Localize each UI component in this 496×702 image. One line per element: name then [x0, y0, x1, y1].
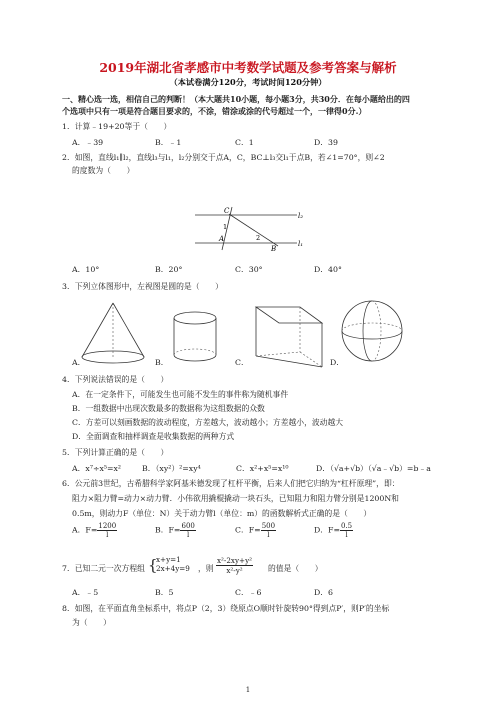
q2-option-b: B．20°: [155, 265, 183, 274]
q5-option-d: D．（√a+√b）（√a﹣√b）=b﹣a: [316, 464, 431, 473]
q2-label-2: 2: [256, 234, 261, 242]
q6-option-c: C．F= $\frac{500}{l}$: [235, 522, 276, 539]
q6-stem-line3: 0.5m，则动力F（单位：N）关于动力臂l（单位：m）的函数解析式正确的是（ ）: [72, 509, 372, 518]
q2-label-c: C: [224, 207, 230, 215]
q2-label-l2: l₂: [298, 212, 304, 220]
q5-stem: 5．下列计算正确的是（ ）: [62, 448, 169, 457]
q4-option-b: B．一组数据中出现次数最多的数据称为这组数据的众数: [72, 404, 265, 413]
q3-option-d: D．: [330, 358, 345, 367]
q1-option-a: A．﹣39: [72, 138, 104, 147]
q2-stem-line2: 的度数为（ ）: [72, 166, 135, 175]
q7-tail: 的值是（ ）: [268, 564, 323, 573]
q4-stem: 4．下列说法错误的是（ ）: [62, 375, 169, 384]
q7-option-a: A．﹣5: [72, 588, 99, 597]
q5-option-c: C．x²+x⁵=x¹⁰: [236, 464, 289, 473]
q7-fraction: $\frac{\text{x²-2xy+y²}}{\text{x²-y²}}$: [217, 556, 253, 575]
q6-stem-line1: 6．公元前3世纪，古希腊科学家阿基米德发现了杠杆平衡，后来人们把它归纳为“杠杆原理”，即：: [62, 479, 400, 488]
q6-option-d: D．F= $\frac{0.5}{l}$: [314, 522, 353, 539]
q7-option-b: B．5: [155, 588, 174, 597]
q2-stem-line1: 2．如图，直线l₁∥l₂，直线l₃与l₁，l₂分别交于点A，C，BC⊥l₃交l₁于点B，若∠1=70°，则∠2: [62, 153, 385, 162]
q2-label-a: A: [219, 235, 225, 243]
page-subtitle: （本试卷满分120分，考试时间120分钟）: [169, 77, 327, 87]
q7-eq1: x+y=1: [156, 555, 181, 564]
q4-option-c: C．方差可以刻画数据的波动程度，方差越大，波动越小；方差越小，波动越大: [72, 418, 344, 427]
q8-stem-line2: 为（ ）: [72, 618, 111, 627]
cone-shape: [82, 303, 144, 363]
q7-mid: ，则: [198, 564, 214, 573]
q7-option-c: C．﹣6: [235, 588, 262, 597]
q7-eq2: 2x+4y=9: [156, 564, 190, 573]
q6-stem-line2: 阻力×阻力臂=动力×动力臂．小伟欲用撬棍撬动一块石头，已知阻力和阻力臂分别是1200N和: [72, 494, 399, 503]
q2-label-l1: l₁: [298, 240, 304, 248]
page-number: 1: [245, 686, 251, 694]
cylinder-shape: [174, 312, 216, 361]
q5-option-b: B．（xy²）²=xy⁴: [142, 464, 201, 473]
q1-option-d: D．39: [314, 138, 338, 147]
q1-stem: 1．计算﹣19+20等于（ ）: [62, 122, 172, 131]
q2-option-d: D．40°: [314, 265, 342, 274]
q7-option-d: D．6: [314, 588, 334, 597]
q2-option-c: C．30°: [235, 265, 263, 274]
q8-stem-line1: 8．如图，在平面直角坐标系中，将点P（2，3）绕原点O顺时针旋转90°得到点P′，则P′的坐标: [62, 604, 390, 613]
q2-option-a: A．10°: [72, 265, 100, 274]
q7-lead: 7．已知二元一次方程组: [62, 564, 145, 573]
q2-label-1: 1: [223, 223, 228, 231]
q3-option-c: C．: [235, 358, 249, 367]
page-title: 2019年湖北省孝感市中考数学试题及参考答案与解析: [99, 60, 397, 75]
prism-shape: [256, 307, 322, 367]
section-instruction-line1: 一、精心选一选，相信自己的判断！（本大题共10小题，每小题3分，共30分．在每小题给出的四: [62, 94, 410, 104]
q1-option-b: B．﹣1: [155, 138, 182, 147]
q6-option-a: A．F= $\frac{1200}{l}$: [72, 522, 117, 539]
q4-option-a: A．在一定条件下，可能发生也可能不发生的事件称为随机事件: [72, 390, 289, 399]
q3-option-b: B．: [155, 358, 169, 367]
q1-option-c: C．1: [235, 138, 254, 147]
q7-equation-system: [156, 555, 190, 573]
q3-stem: 3．下列立体图形中，左视图是圆的是（ ）: [62, 282, 223, 291]
section-instruction-line2: 个选项中只有一项是符合题目要求的，不涂，错涂或涂的代号超过一个，一律得0分.）: [62, 106, 367, 116]
q3-option-a: A．: [72, 358, 86, 367]
q6-option-b: B．F= $\frac{600}{l}$: [155, 522, 195, 539]
sphere-shape: [342, 301, 402, 361]
q7-brace: {: [148, 556, 158, 574]
q4-option-d: D．全面调查和抽样调查是收集数据的两种方式: [72, 432, 235, 441]
q5-option-a: A．x⁷÷x⁵=x²: [72, 464, 122, 473]
q2-label-b: B: [271, 245, 277, 253]
